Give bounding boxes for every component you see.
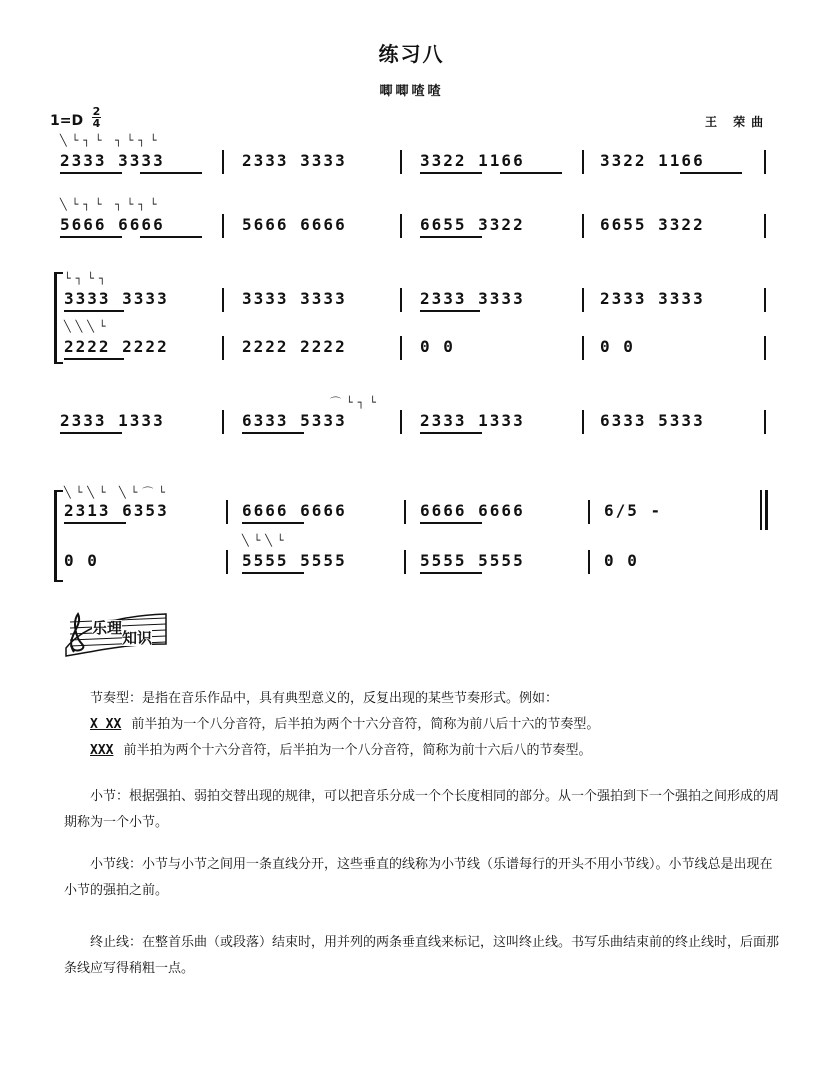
barline-definition: 小节线：小节与小节之间用一条直线分开，这些垂直的线称为小节线（乐谱每行的开头不用小节线）。小节线总是出现在小节的强拍之前。: [64, 857, 773, 898]
measure: 2333 3333: [242, 151, 347, 170]
barline: [588, 500, 590, 524]
time-signature-top: 2: [92, 105, 101, 118]
rhythm-example-2-symbol: XXX: [90, 743, 114, 758]
piece-subtitle: 唧唧喳喳: [379, 84, 444, 99]
barline: [400, 214, 402, 238]
barline: [582, 288, 584, 312]
measure: 5555 5555: [242, 551, 347, 570]
beam: [420, 572, 482, 574]
badge-text-2: 知识: [122, 629, 153, 647]
time-signature: [92, 106, 101, 129]
barline: [404, 550, 406, 574]
bowing-marks: ⌒└┐└: [330, 396, 381, 409]
barline: [764, 336, 766, 360]
measure: 6333 5333: [600, 411, 705, 430]
measure: 0 0: [64, 551, 99, 570]
barline: [226, 500, 228, 524]
beam: [420, 432, 482, 434]
barline: [404, 500, 406, 524]
beam: [420, 310, 480, 312]
measure: 0 0: [600, 337, 635, 356]
measure: 5666 6666: [242, 215, 347, 234]
beam: [420, 172, 482, 174]
score-row-1: [0, 134, 823, 176]
barline: [764, 214, 766, 238]
badge-text-1: 乐理: [92, 619, 123, 637]
beam: [420, 236, 482, 238]
barline: [222, 336, 224, 360]
measure: 0 0: [604, 551, 639, 570]
score-row-3-upper: [0, 272, 823, 314]
measure: 6666 6666: [420, 501, 525, 520]
measure: 5666 6666: [60, 215, 165, 234]
measure: 3322 1166: [600, 151, 705, 170]
beam: [242, 432, 304, 434]
final-barline-thick: [765, 490, 768, 530]
score-row-3-lower: [0, 320, 823, 362]
barline: [226, 550, 228, 574]
beam: [64, 358, 124, 360]
beam: [64, 522, 126, 524]
beam: [242, 522, 304, 524]
rhythm-example-1-symbol: X XX: [90, 717, 122, 732]
measure: 2333 3333: [600, 289, 705, 308]
beam: [140, 236, 202, 238]
measure: 2333 1333: [420, 411, 525, 430]
measure: 0 0: [420, 337, 455, 356]
key-signature: 1=D: [50, 113, 84, 129]
score-row-4: [0, 396, 823, 436]
barline: [400, 150, 402, 174]
score-row-5-lower: [0, 534, 823, 576]
score-row-2: [0, 198, 823, 240]
measure: 2333 3333: [60, 151, 165, 170]
beam: [60, 432, 122, 434]
bowing-marks: ╲└┐└ ┐└┐└: [60, 134, 162, 147]
barline: [764, 288, 766, 312]
barline: [222, 288, 224, 312]
barline: [588, 550, 590, 574]
bowing-marks: ╲└┐└ ┐└┐└: [60, 198, 162, 211]
measure: 2222 2222: [64, 337, 169, 356]
page-title: 练习八: [378, 42, 445, 66]
rhythm-example-2-text: 前半拍为两个十六分音符，后半拍为一个八分音符，简称为前十六后八的节奏型。: [123, 743, 592, 758]
final-barline-thin: [760, 490, 762, 530]
barline: [582, 150, 584, 174]
measure: 2333 3333: [420, 289, 525, 308]
measure: 6666 6666: [242, 501, 347, 520]
time-signature-bottom: 4: [92, 117, 101, 130]
barline: [222, 410, 224, 434]
barline: [764, 410, 766, 434]
measure: 6/5 -: [604, 501, 663, 520]
barline: [222, 150, 224, 174]
beam: [60, 172, 122, 174]
final-barline-definition: 终止线：在整首乐曲（或段落）结束时，用并列的两条垂直线来标记，这叫终止线。书写乐曲结束前的终止线时，后面那条线应写得稍粗一点。: [64, 935, 780, 976]
bowing-marks: ╲└╲└: [242, 534, 289, 547]
rhythm-example-1-text: 前半拍为一个八分音符，后半拍为两个十六分音符，简称为前八后十六的节奏型。: [131, 717, 600, 732]
composer-credit: 王 荣曲: [705, 115, 770, 129]
measure: 6655 3322: [420, 215, 525, 234]
measure: 6333 5333: [242, 411, 347, 430]
beam: [680, 172, 742, 174]
beam: [420, 522, 482, 524]
beam: [140, 172, 202, 174]
beam: [64, 310, 124, 312]
measure-definition: 小节：根据强拍、弱拍交替出现的规律，可以把音乐分成一个个长度相同的部分。从一个强拍到下一个强拍之间形成的周期称为一个小节。: [64, 789, 780, 830]
barline: [582, 410, 584, 434]
barline: [582, 336, 584, 360]
measure: 5555 5555: [420, 551, 525, 570]
rhythm-pattern-section: [90, 686, 780, 764]
bowing-marks: ╲╲╲└: [64, 320, 111, 333]
music-theory-badge: [62, 608, 170, 658]
measure: 2313 6353: [64, 501, 169, 520]
score-row-5-upper: [0, 486, 823, 526]
bowing-marks: ╲└╲└ ╲└⌒└: [64, 486, 170, 499]
measure: 3322 1166: [420, 151, 525, 170]
bowing-marks: └┐└┐: [64, 272, 111, 285]
barline: [400, 288, 402, 312]
barline: [582, 214, 584, 238]
measure: 3333 3333: [64, 289, 169, 308]
measure: 2222 2222: [242, 337, 347, 356]
beam: [500, 172, 562, 174]
measure: 6655 3322: [600, 215, 705, 234]
rhythm-intro: 节奏型：是指在音乐作品中，具有典型意义的，反复出现的某些节奏形式。例如：: [90, 691, 559, 706]
measure: 2333 1333: [60, 411, 165, 430]
beam: [60, 236, 122, 238]
barline: [400, 410, 402, 434]
measure: 3333 3333: [242, 289, 347, 308]
beam: [242, 572, 304, 574]
barline: [764, 150, 766, 174]
barline: [222, 214, 224, 238]
barline: [400, 336, 402, 360]
